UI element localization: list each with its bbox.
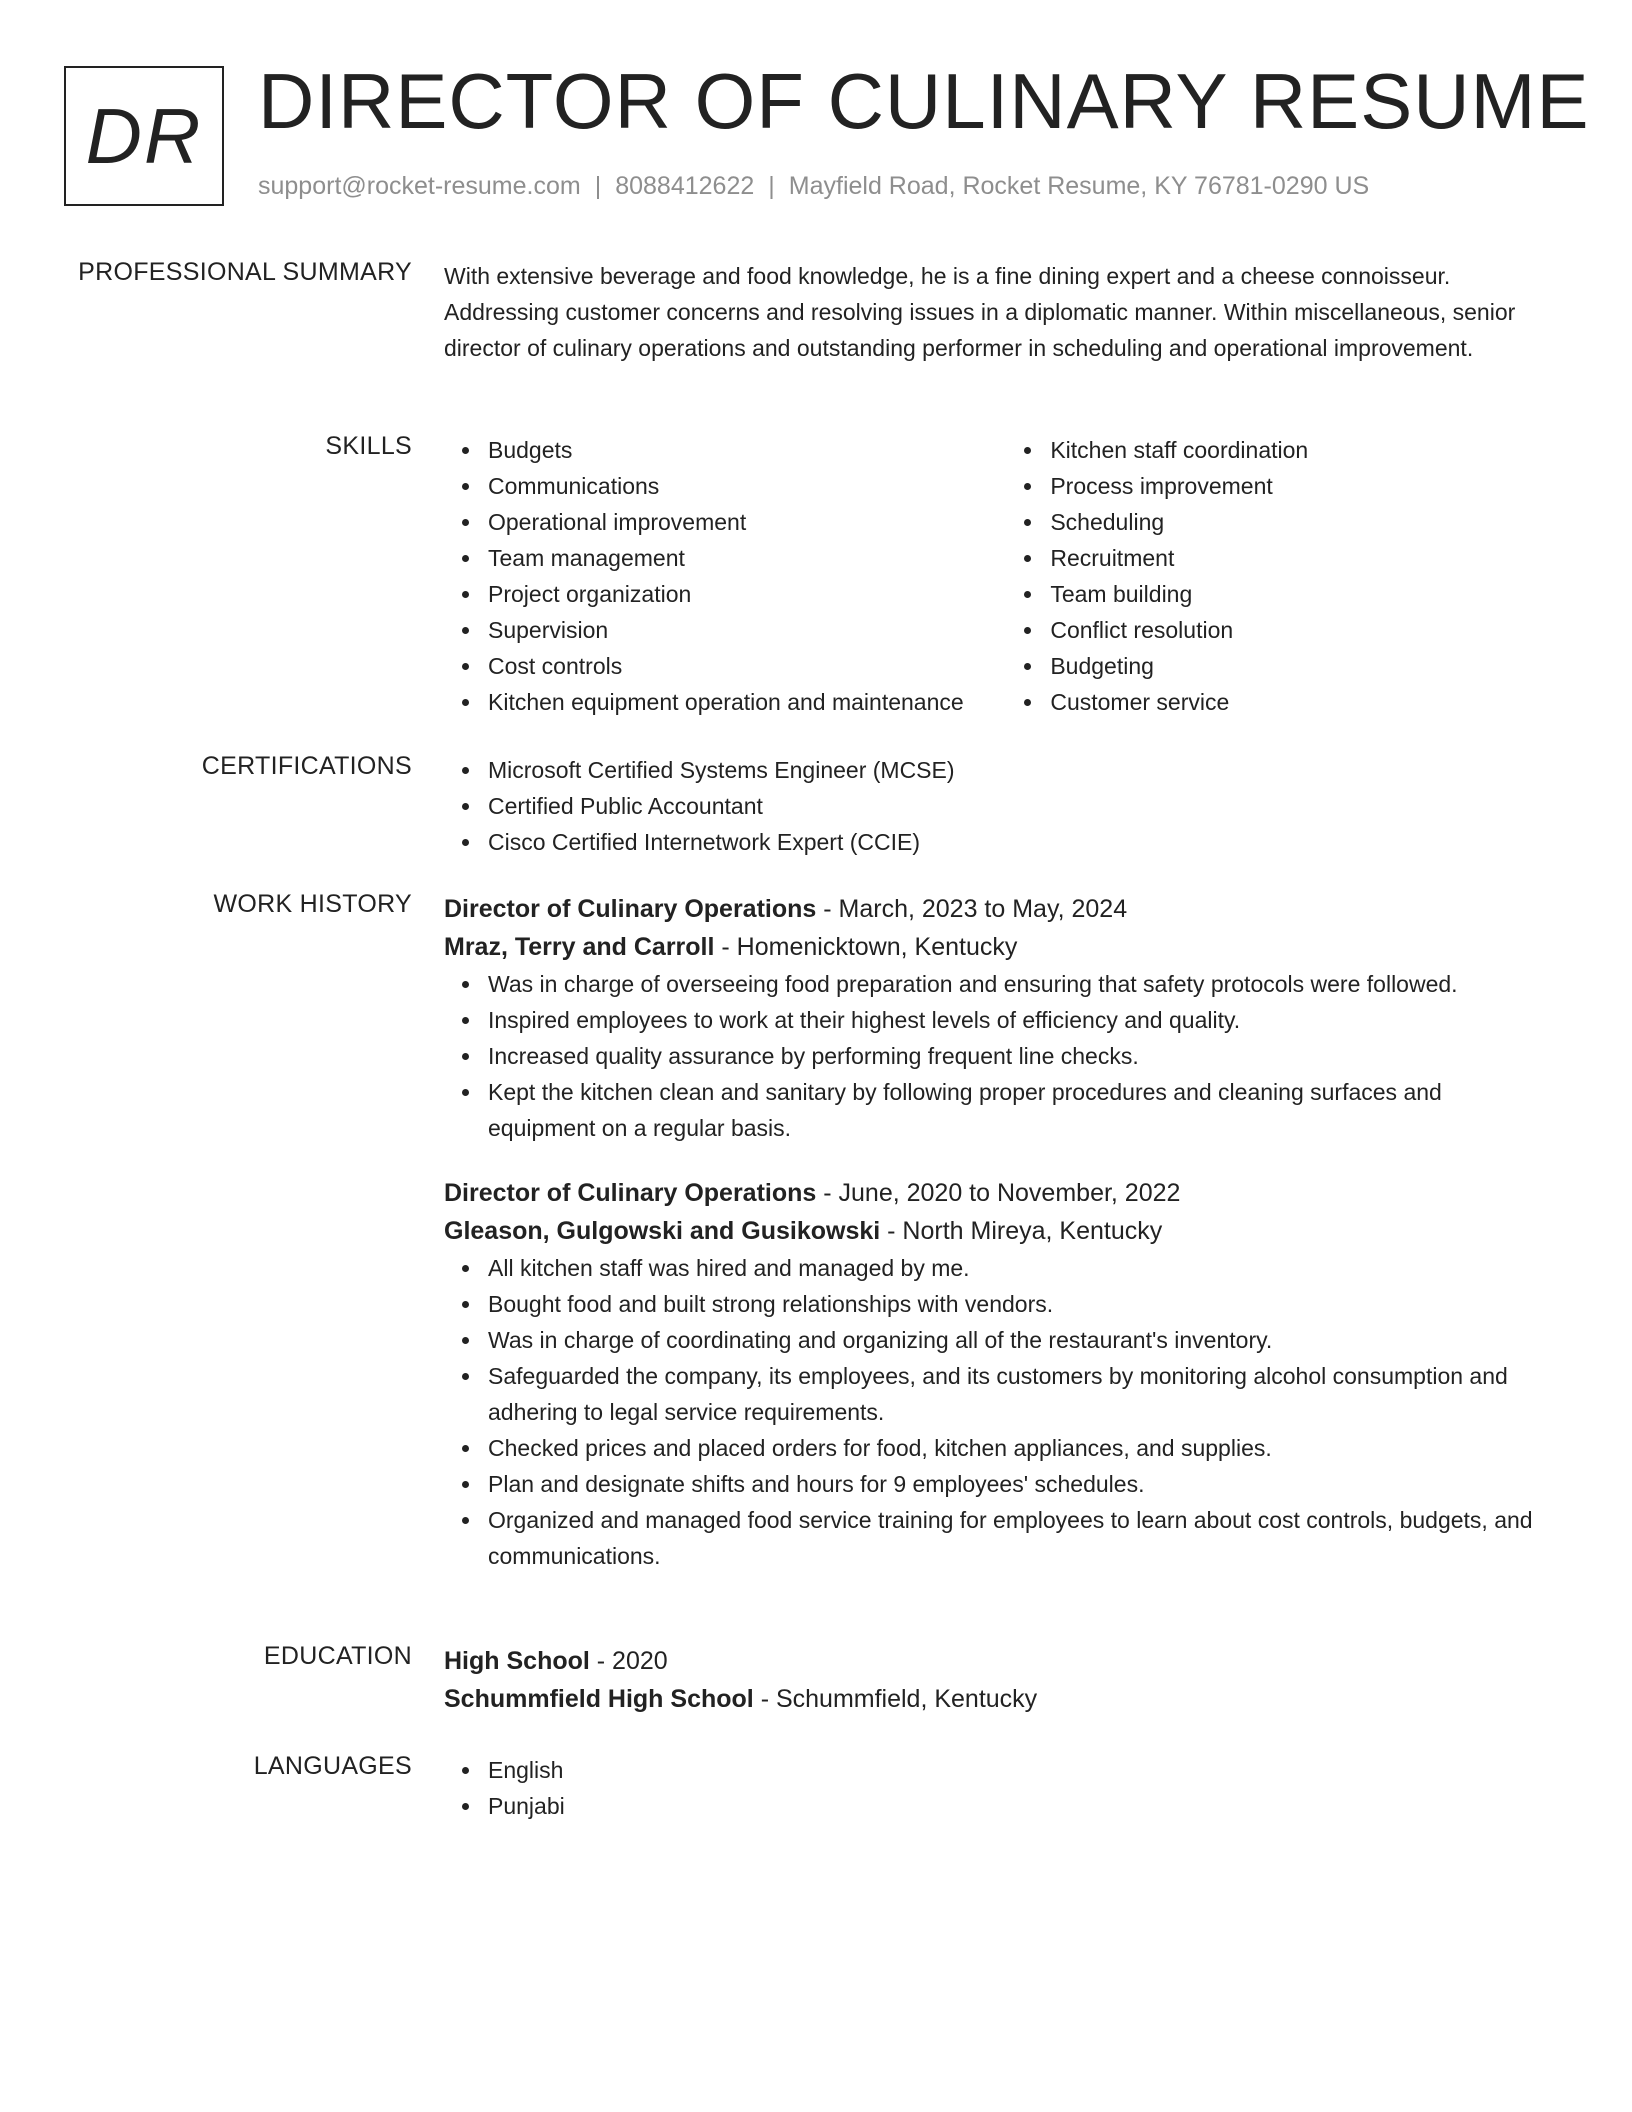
summary-body bbox=[444, 258, 1544, 366]
skill-item: Budgeting bbox=[1050, 648, 1544, 684]
skills-column-1 bbox=[444, 432, 1006, 720]
job-location: - North Mireya, Kentucky bbox=[880, 1217, 1163, 1245]
skill-item: Kitchen equipment operation and maintenance bbox=[488, 684, 1006, 720]
skill-item: Kitchen staff coordination bbox=[1050, 432, 1544, 468]
certifications-body bbox=[444, 752, 1544, 860]
monogram-initials: DR bbox=[85, 91, 203, 180]
contact-address: Mayfield Road, Rocket Resume, KY 76781-0290 US bbox=[788, 172, 1370, 200]
section-label-summary: PROFESSIONAL SUMMARY bbox=[78, 258, 412, 286]
section-label-skills: SKILLS bbox=[325, 432, 412, 460]
skill-item: Scheduling bbox=[1050, 504, 1544, 540]
section-label-education: EDUCATION bbox=[263, 1642, 412, 1670]
job-company-line bbox=[444, 1212, 1544, 1250]
skill-item: Process improvement bbox=[1050, 468, 1544, 504]
skills-column-2 bbox=[1006, 432, 1544, 720]
contact-email: support@rocket-resume.com bbox=[258, 172, 581, 200]
job-duty: Plan and designate shifts and hours for 9 employees' schedules. bbox=[488, 1466, 1544, 1502]
skill-item: Project organization bbox=[488, 576, 1006, 612]
skill-item: Team building bbox=[1050, 576, 1544, 612]
summary-text: With extensive beverage and food knowledge, he is a fine dining expert and a cheese connoisseur. Addressing customer concerns and resolving issues in a diplomatic manner. Within miscellaneous, senior director of culinary operations and outstanding performer in scheduling and operational improvement. bbox=[444, 263, 1516, 361]
job-company: Gleason, Gulgowski and Gusikowski bbox=[444, 1217, 881, 1245]
job-duty: All kitchen staff was hired and managed by me. bbox=[488, 1250, 1544, 1286]
job-entry bbox=[444, 890, 1544, 1146]
job-duty: Checked prices and placed orders for food, kitchen appliances, and supplies. bbox=[488, 1430, 1544, 1466]
certification-item: Cisco Certified Internetwork Expert (CCIE) bbox=[488, 824, 1544, 860]
contact-phone: 8088412622 bbox=[615, 172, 755, 200]
job-entry bbox=[444, 1174, 1544, 1574]
certifications-list bbox=[444, 752, 1544, 860]
job-dates: - March, 2023 to May, 2024 bbox=[816, 895, 1128, 923]
section-label-languages: LANGUAGES bbox=[253, 1752, 412, 1780]
education-body bbox=[444, 1642, 1544, 1718]
skill-item: Team management bbox=[488, 540, 1006, 576]
job-company: Mraz, Terry and Carroll bbox=[444, 933, 715, 961]
job-duty: Organized and managed food service training for employees to learn about cost controls, budgets, and communications. bbox=[488, 1502, 1544, 1574]
education-degree-line bbox=[444, 1642, 1544, 1680]
job-title-line bbox=[444, 890, 1544, 928]
job-duty: Was in charge of overseeing food preparation and ensuring that safety protocols were followed. bbox=[488, 966, 1544, 1002]
job-title: Director of Culinary Operations bbox=[444, 1179, 817, 1207]
skill-item: Recruitment bbox=[1050, 540, 1544, 576]
skill-item: Budgets bbox=[488, 432, 1006, 468]
skill-item: Customer service bbox=[1050, 684, 1544, 720]
job-duty: Increased quality assurance by performing frequent line checks. bbox=[488, 1038, 1544, 1074]
job-company-line bbox=[444, 928, 1544, 966]
skill-item: Communications bbox=[488, 468, 1006, 504]
job-duty: Safeguarded the company, its employees, and its customers by monitoring alcohol consumption and adhering to legal service requirements. bbox=[488, 1358, 1544, 1430]
job-title-line bbox=[444, 1174, 1544, 1212]
education-school: Schummfield High School bbox=[444, 1685, 754, 1713]
monogram-box bbox=[64, 66, 224, 206]
skill-item: Cost controls bbox=[488, 648, 1006, 684]
languages-body bbox=[444, 1752, 1544, 1824]
page-title: DIRECTOR OF CULINARY RESUME bbox=[258, 57, 1590, 145]
contact-separator: | bbox=[594, 172, 602, 200]
job-dates: - June, 2020 to November, 2022 bbox=[816, 1179, 1181, 1207]
section-label-certifications: CERTIFICATIONS bbox=[201, 752, 412, 780]
section-label-work-history: WORK HISTORY bbox=[213, 890, 412, 918]
job-duties-list bbox=[444, 966, 1544, 1146]
language-item: English bbox=[488, 1752, 1544, 1788]
skill-item: Supervision bbox=[488, 612, 1006, 648]
skill-item: Conflict resolution bbox=[1050, 612, 1544, 648]
job-duty: Bought food and built strong relationships with vendors. bbox=[488, 1286, 1544, 1322]
certification-item: Microsoft Certified Systems Engineer (MCSE) bbox=[488, 752, 1544, 788]
education-year: - 2020 bbox=[589, 1647, 668, 1675]
education-location: - Schummfield, Kentucky bbox=[753, 1685, 1038, 1713]
certification-item: Certified Public Accountant bbox=[488, 788, 1544, 824]
work-history-body bbox=[444, 890, 1544, 1574]
job-duty: Was in charge of coordinating and organizing all of the restaurant's inventory. bbox=[488, 1322, 1544, 1358]
job-location: - Homenicktown, Kentucky bbox=[714, 933, 1018, 961]
education-degree: High School bbox=[444, 1647, 590, 1675]
job-duties-list bbox=[444, 1250, 1544, 1574]
contact-line bbox=[258, 172, 1369, 201]
skills-body bbox=[444, 432, 1544, 720]
job-duty: Kept the kitchen clean and sanitary by following proper procedures and cleaning surfaces and equipment on a regular basis. bbox=[488, 1074, 1544, 1146]
skill-item: Operational improvement bbox=[488, 504, 1006, 540]
language-item: Punjabi bbox=[488, 1788, 1544, 1824]
job-duty: Inspired employees to work at their highest levels of efficiency and quality. bbox=[488, 1002, 1544, 1038]
education-school-line bbox=[444, 1680, 1544, 1718]
contact-separator: | bbox=[768, 172, 775, 200]
job-title: Director of Culinary Operations bbox=[444, 895, 817, 923]
languages-list bbox=[444, 1752, 1544, 1824]
